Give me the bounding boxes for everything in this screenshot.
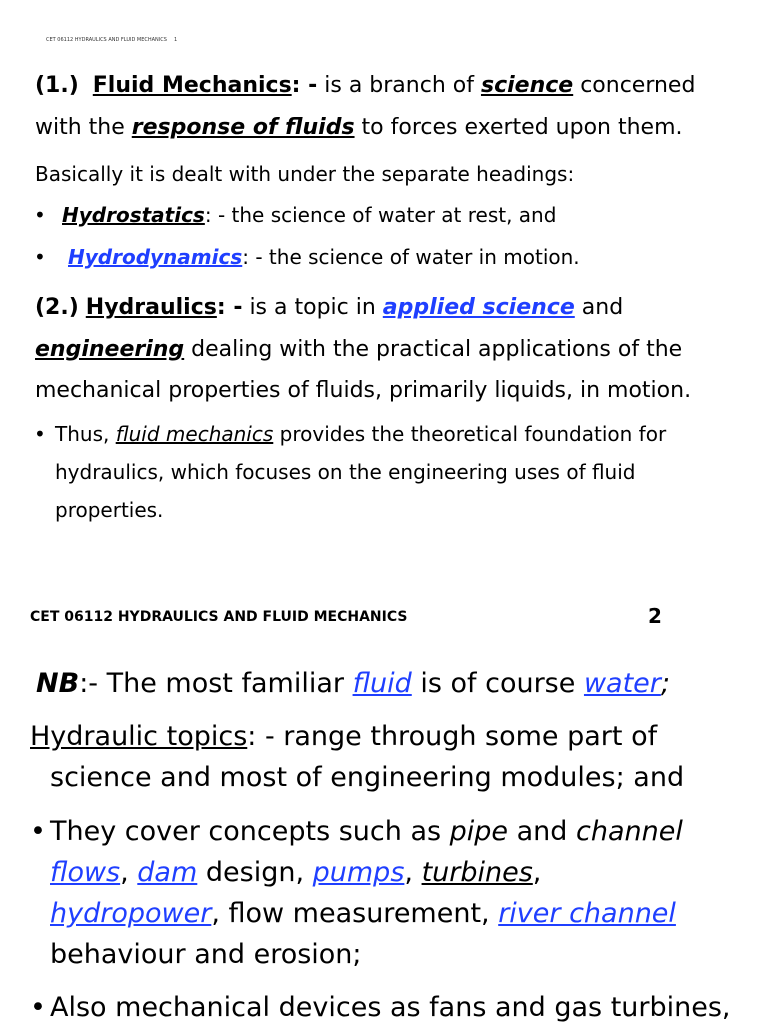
page-header-course: CET 06112 HYDRAULICS AND FLUID MECHANICS xyxy=(30,609,408,625)
mechanical-line: Also mechanical devices as fans and gas turbines, xyxy=(50,992,731,1023)
bullet-icon: • xyxy=(30,992,46,1023)
bullet-icon: • xyxy=(34,422,46,446)
term-science: science xyxy=(480,73,574,98)
text: is of course xyxy=(411,668,584,699)
text: , xyxy=(404,857,422,888)
term-turbines: turbines xyxy=(421,857,533,888)
text: is a topic in xyxy=(242,295,383,320)
text: with the xyxy=(35,115,132,140)
hydrostatics-line xyxy=(62,203,556,227)
term-fluid-mechanics-italic: fluid mechanics xyxy=(115,422,274,446)
text: , xyxy=(532,857,542,888)
link-hydropower[interactable]: hydropower xyxy=(50,898,212,929)
text: to forces exerted upon them. xyxy=(354,115,683,140)
topics-line2: science and most of engineering modules; and xyxy=(50,762,685,793)
term-separator: : - xyxy=(291,73,318,98)
bullet-icon: • xyxy=(30,816,46,847)
concepts-line1 xyxy=(50,816,683,847)
concepts-line3 xyxy=(50,898,676,929)
nb-label: NB xyxy=(36,668,80,699)
term-hydrostatics: Hydrostatics xyxy=(62,203,205,227)
thus-line1 xyxy=(55,422,666,446)
fluid-mechanics-line1 xyxy=(35,73,695,98)
bullet-icon: • xyxy=(34,245,46,269)
text: : - the science of water at rest, and xyxy=(204,203,557,227)
text: : - range through some part of xyxy=(247,721,658,752)
hydraulics-line3: mechanical properties of fluids, primarily liquids, in motion. xyxy=(35,378,692,403)
text: concerned xyxy=(573,73,696,98)
text: dealing with the practical applications of the xyxy=(184,337,683,362)
text: :- The most familiar xyxy=(79,668,353,699)
term-engineering: engineering xyxy=(35,337,185,362)
term-fluid-mechanics: Fluid Mechanics xyxy=(92,73,292,98)
fluid-mechanics-line2 xyxy=(35,115,683,140)
text: is a branch of xyxy=(317,73,481,98)
section-number: (1.) xyxy=(35,73,79,98)
link-dam[interactable]: dam xyxy=(137,857,198,888)
term-response-of-fluids: response of fluids xyxy=(131,115,355,140)
text: They cover concepts such as xyxy=(50,816,450,847)
hydraulics-line2 xyxy=(35,337,682,362)
topics-line1 xyxy=(30,721,657,752)
link-fluid[interactable]: fluid xyxy=(352,668,412,699)
concepts-line2 xyxy=(50,857,541,888)
page-number: 1 xyxy=(174,37,178,43)
thus-line3: properties. xyxy=(55,498,164,522)
basically-text: Basically it is dealt with under the separate headings: xyxy=(35,162,575,186)
text: : - the science of water in motion. xyxy=(242,245,580,269)
text: design, xyxy=(197,857,313,888)
term-pipe: pipe xyxy=(449,816,509,847)
term-channel: channel xyxy=(576,816,683,847)
term-hydraulic-topics: Hydraulic topics xyxy=(30,721,248,752)
link-water[interactable]: water xyxy=(583,668,661,699)
text: , xyxy=(120,857,138,888)
hydrodynamics-line xyxy=(68,245,580,269)
text: and xyxy=(508,816,576,847)
term-hydraulics: Hydraulics xyxy=(85,295,217,320)
concepts-line4: behaviour and erosion; xyxy=(50,939,362,970)
section-number: (2.) xyxy=(35,295,79,320)
text: , flow measurement, xyxy=(211,898,499,929)
hydraulics-line1 xyxy=(35,295,623,320)
text: ; xyxy=(660,668,670,699)
page-number: 2 xyxy=(648,604,662,628)
text: Thus, xyxy=(55,422,116,446)
text: provides the theoretical foundation for xyxy=(273,422,667,446)
link-hydrodynamics[interactable]: Hydrodynamics xyxy=(68,245,243,269)
link-pumps[interactable]: pumps xyxy=(312,857,405,888)
link-river-channel[interactable]: river channel xyxy=(498,898,676,929)
nb-line xyxy=(36,668,670,699)
link-applied-science[interactable]: applied science xyxy=(382,295,575,320)
term-separator: : - xyxy=(216,295,243,320)
bullet-icon: • xyxy=(34,203,46,227)
thus-line2: hydraulics, which focuses on the engineering uses of fluid xyxy=(55,460,636,484)
text: and xyxy=(574,295,624,320)
link-flows[interactable]: flows xyxy=(50,857,121,888)
page-header-course: CET 06112 HYDRAULICS AND FLUID MECHANICS xyxy=(46,37,167,43)
